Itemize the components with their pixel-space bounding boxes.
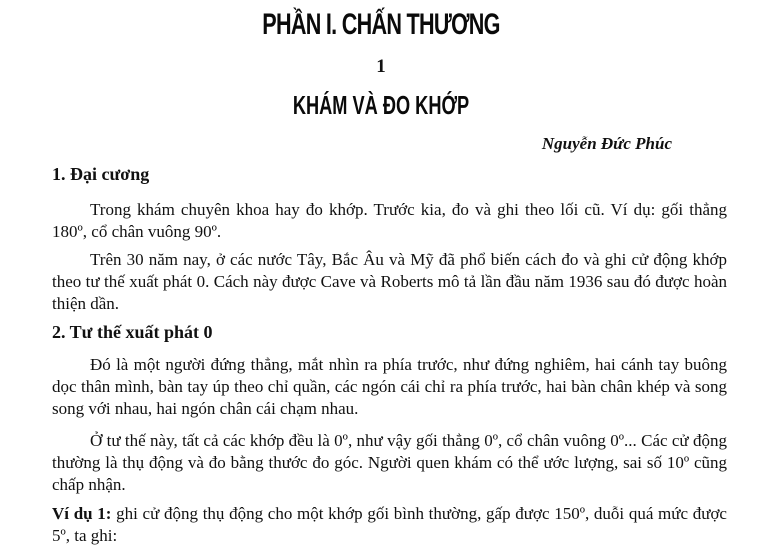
example-text: ghi cử động thụ động cho một khớp gối bình thường, gấp được 150º, duỗi quá mức được 5º, ta ghi: bbox=[52, 504, 727, 545]
chapter-number: 1 bbox=[376, 56, 386, 77]
section-heading-general: 1. Đại cương bbox=[52, 164, 150, 184]
author-name: Nguyễn Đức Phúc bbox=[541, 134, 672, 153]
paragraph: Đó là một người đứng thẳng, mắt nhìn ra phía trước, như đứng nghiêm, hai cánh tay buông dọc thân mình, bàn tay úp theo chỉ quần, các ngón cái chỉ ra phía trước, hai bàn chân khép và song song với nhau, hai ngón chân cái chạm nhau. bbox=[52, 355, 727, 418]
example-label: Ví dụ 1: bbox=[52, 504, 112, 523]
part-title: PHẦN I. CHẤN THƯƠNG bbox=[262, 8, 500, 41]
chapter-title: KHÁM VÀ ĐO KHỚP bbox=[292, 90, 470, 120]
paragraph: Trên 30 năm nay, ở các nước Tây, Bắc Âu và Mỹ đã phổ biến cách đo và ghi cử động khớp theo tư thế xuất phát 0. Cách này được Cave và Roberts mô tả lần đầu năm 1936 sau đó được hoàn thiện dần. bbox=[52, 250, 727, 313]
paragraph: Ở tư thế này, tất cả các khớp đều là 0º, như vậy gối thẳng 0º, cổ chân vuông 0º... Các cử động thường là thụ động và đo bằng thước đo góc. Người quen khám có thể ước lượng, sai số 10º cũng chấp nhận. bbox=[52, 431, 727, 494]
example-paragraph bbox=[52, 503, 727, 547]
paragraph: Trong khám chuyên khoa hay đo khớp. Trước kia, đo và ghi theo lối cũ. Ví dụ: gối thẳng 180º, cổ chân vuông 90º. bbox=[52, 200, 727, 241]
section-heading-zero-position: 2. Tư thế xuất phát 0 bbox=[52, 322, 213, 342]
